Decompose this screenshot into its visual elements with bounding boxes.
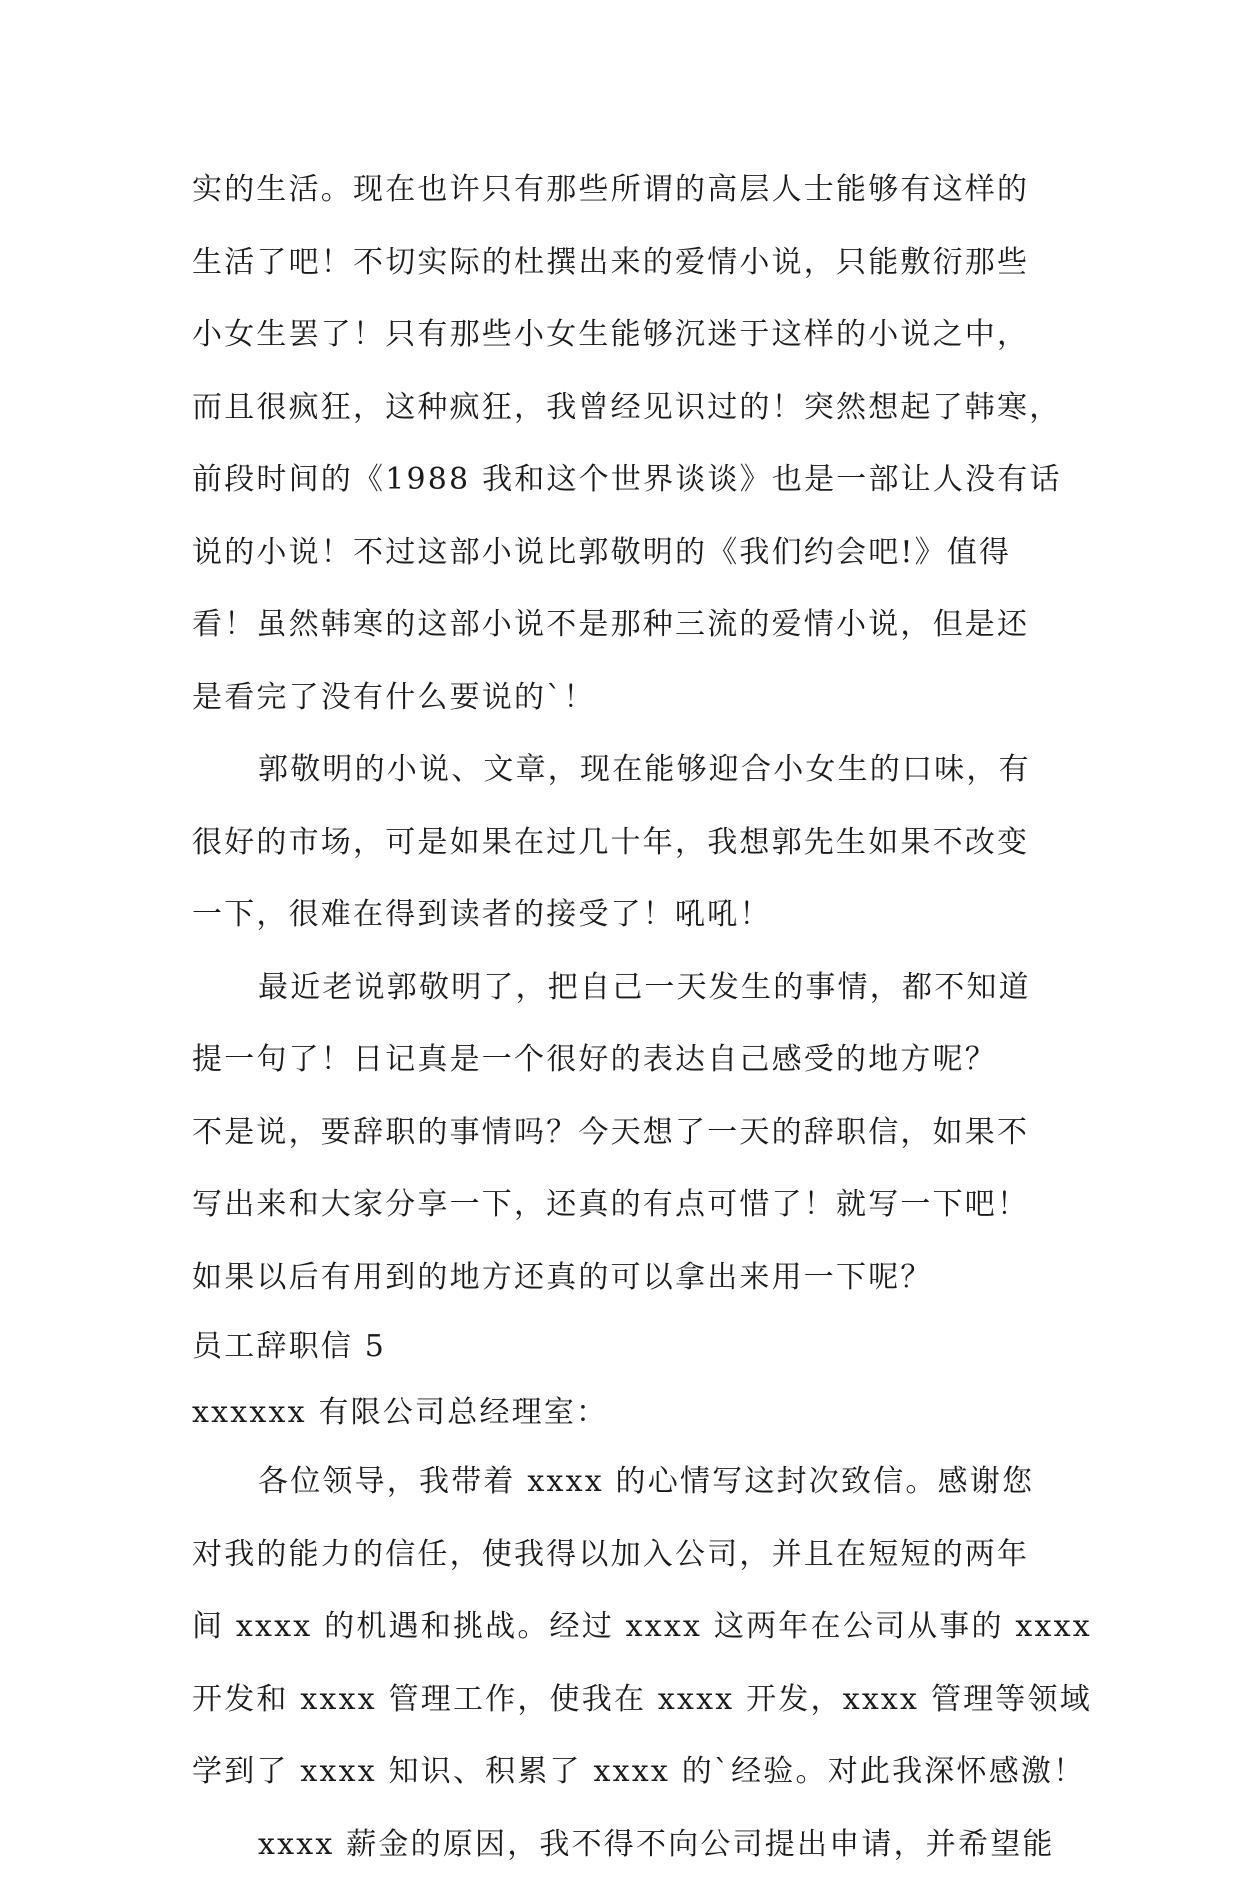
text-line: 是看完了没有什么要说的`！ (192, 662, 1052, 735)
text-line: 前段时间的《1988 我和这个世界谈谈》也是一部让人没有话 (192, 444, 1052, 517)
text-line: 学到了 xxxx 知识、积累了 xxxx 的`经验。对此我深怀感激！ (192, 1736, 1052, 1809)
text-line: 开发和 xxxx 管理工作，使我在 xxxx 开发，xxxx 管理等领域 (192, 1664, 1052, 1737)
text-line: xxxx 薪金的原因，我不得不向公司提出申请，并希望能 (192, 1809, 1052, 1881)
text-line: 写出来和大家分享一下，还真的有点可惜了！就写一下吧！ (192, 1169, 1052, 1242)
text-line: 不是说，要辞职的事情吗？今天想了一天的辞职信，如果不 (192, 1097, 1052, 1170)
paragraph-2 (192, 734, 1052, 952)
text-line: 说的小说！不过这部小说比郭敬明的《我们约会吧!》值得 (192, 517, 1052, 590)
document-body (192, 154, 1052, 1881)
salutation: xxxxxx 有限公司总经理室： (192, 1380, 1052, 1446)
text-line: 最近老说郭敬明了，把自己一天发生的事情，都不知道 (192, 952, 1052, 1025)
paragraph-3 (192, 952, 1052, 1315)
text-line: 实的生活。现在也许只有那些所谓的高层人士能够有这样的 (192, 154, 1052, 227)
text-line: 各位领导，我带着 xxxx 的心情写这封次致信。感谢您 (192, 1446, 1052, 1519)
text-line: 小女生罢了！只有那些小女生能够沉迷于这样的小说之中， (192, 299, 1052, 372)
text-line: 郭敬明的小说、文章，现在能够迎合小女生的口味，有 (192, 734, 1052, 807)
text-line: 对我的能力的信任，使我得以加入公司，并且在短短的两年 (192, 1519, 1052, 1592)
text-line: 生活了吧！不切实际的杜撰出来的爱情小说，只能敷衍那些 (192, 227, 1052, 300)
text-line: 提一句了！日记真是一个很好的表达自己感受的地方呢？ (192, 1024, 1052, 1097)
text-line: 很好的市场，可是如果在过几十年，我想郭先生如果不改变 (192, 807, 1052, 880)
paragraph-1 (192, 154, 1052, 734)
text-line: 一下，很难在得到读者的接受了！吼吼！ (192, 879, 1052, 952)
text-line: 如果以后有用到的地方还真的可以拿出来用一下呢？ (192, 1242, 1052, 1315)
paragraph-5 (192, 1809, 1052, 1881)
section-title: 员工辞职信 5 (192, 1314, 1052, 1380)
text-line: 而且很疯狂，这种疯狂，我曾经见识过的！突然想起了韩寒， (192, 372, 1052, 445)
text-line: 看！虽然韩寒的这部小说不是那种三流的爱情小说，但是还 (192, 589, 1052, 662)
text-line: 间 xxxx 的机遇和挑战。经过 xxxx 这两年在公司从事的 xxxx (192, 1591, 1052, 1664)
paragraph-4 (192, 1446, 1052, 1809)
